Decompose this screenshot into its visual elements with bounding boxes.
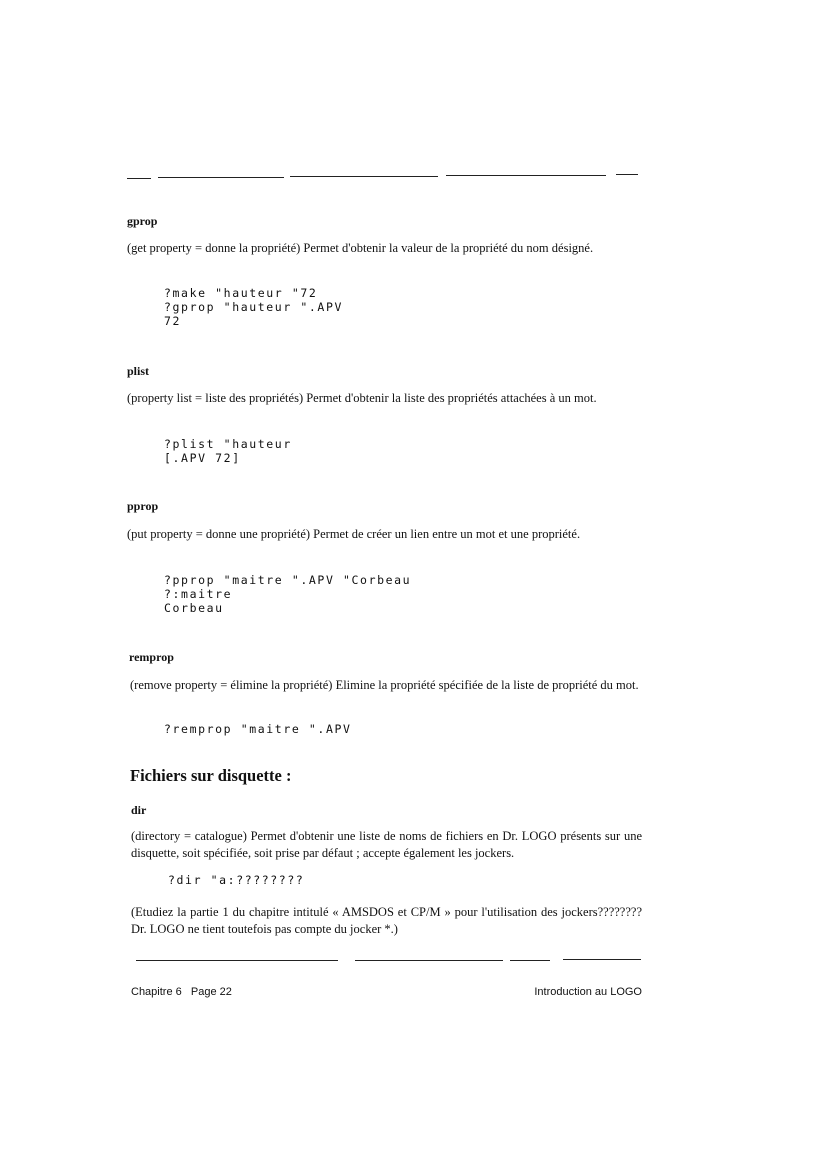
command-description-pprop: (put property = donne une propriété) Permet de créer un lien entre un mot et une propriété. (127, 527, 581, 541)
footer-rule (136, 960, 338, 961)
footer-rule (510, 960, 550, 961)
command-description-dir: (directory = catalogue) Permet d'obtenir une liste de noms de fichiers en Dr. LOGO présents sur une disquette, soit spécifiée, soit prise par défaut ; accepte également les jockers. (131, 829, 642, 860)
command-description-plist: (property list = liste des propriétés) Permet d'obtenir la liste des propriétés attachées à un mot. (127, 391, 597, 405)
code-line: ?make "hauteur "72 (164, 286, 318, 300)
footer-chapter-page: Chapitre 6 Page 22 (131, 986, 232, 998)
code-line: Corbeau (164, 601, 224, 615)
note-paragraph: (Etudiez la partie 1 du chapitre intitulé « AMSDOS et CP/M » pour l'utilisation des jockers???????? Dr. LOGO ne tient toutefois pas compte du jocker *.) (131, 905, 642, 936)
command-title-remprop: remprop (129, 650, 174, 664)
command-title-gprop: gprop (127, 214, 158, 228)
header-rule (127, 178, 151, 179)
header-rule (446, 175, 606, 176)
code-line: ?dir "a:???????? (168, 873, 305, 887)
command-title-dir: dir (131, 803, 147, 817)
section-heading: Fichiers sur disquette : (130, 766, 292, 785)
code-line: ?gprop "hauteur ".APV (164, 300, 343, 314)
code-line: ?plist "hauteur (164, 437, 292, 451)
command-description-gprop: (get property = donne la propriété) Permet d'obtenir la valeur de la propriété du nom désigné. (127, 241, 594, 255)
command-title-pprop: pprop (127, 499, 159, 513)
header-rule (290, 176, 438, 177)
footer-rule (355, 960, 503, 961)
header-rule (616, 174, 638, 175)
code-line: ?pprop "maitre ".APV "Corbeau (164, 573, 412, 587)
code-line: [.APV 72] (164, 451, 241, 465)
command-description-remprop: (remove property = élimine la propriété) Elimine la propriété spécifiée de la liste de propriété du mot. (130, 678, 639, 692)
footer-book-title: Introduction au LOGO (534, 986, 642, 998)
footer-rule (563, 959, 641, 960)
header-rule (158, 177, 284, 178)
code-line: ?remprop "maitre ".APV (164, 722, 352, 736)
code-line: 72 (164, 314, 182, 328)
command-title-plist: plist (127, 364, 150, 378)
code-line: ?:maitre (164, 587, 233, 601)
